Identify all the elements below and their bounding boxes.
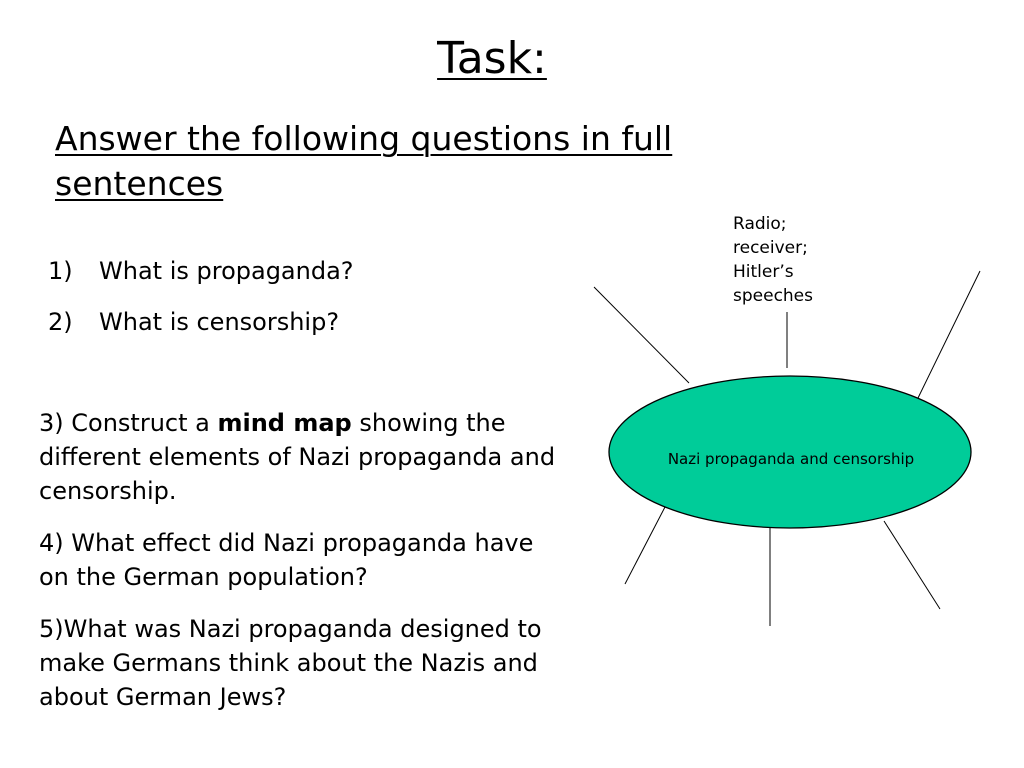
task-3-suffix: showing the different elements of Nazi propaganda and censorship. xyxy=(39,409,556,505)
slide-title: Task: xyxy=(437,33,547,84)
question-1-text: What is propaganda? xyxy=(99,257,354,285)
task-3-prefix: 3) Construct a xyxy=(39,409,218,437)
question-2-number: 2) xyxy=(48,308,73,336)
mind-map-branch-label: Radio; receiver; Hitler’s speeches xyxy=(733,214,814,306)
question-1-number: 1) xyxy=(48,257,73,285)
mind-map-center-label: Nazi propaganda and censorship xyxy=(667,450,915,468)
task-4: 4) What effect did Nazi propaganda have on the German population? xyxy=(39,529,534,591)
mind-map-branch xyxy=(884,521,940,609)
slide-subtitle: Answer the following questions in full sentences xyxy=(55,119,673,203)
mind-map-branch xyxy=(594,287,689,383)
mind-map-branch xyxy=(918,271,980,398)
task-5: 5)What was Nazi propaganda designed to make Germans think about the Nazis and about German Jews? xyxy=(39,615,542,711)
mind-map-branch xyxy=(625,507,665,584)
task-3-bold: mind map xyxy=(217,409,352,437)
question-2-text: What is censorship? xyxy=(99,308,340,336)
